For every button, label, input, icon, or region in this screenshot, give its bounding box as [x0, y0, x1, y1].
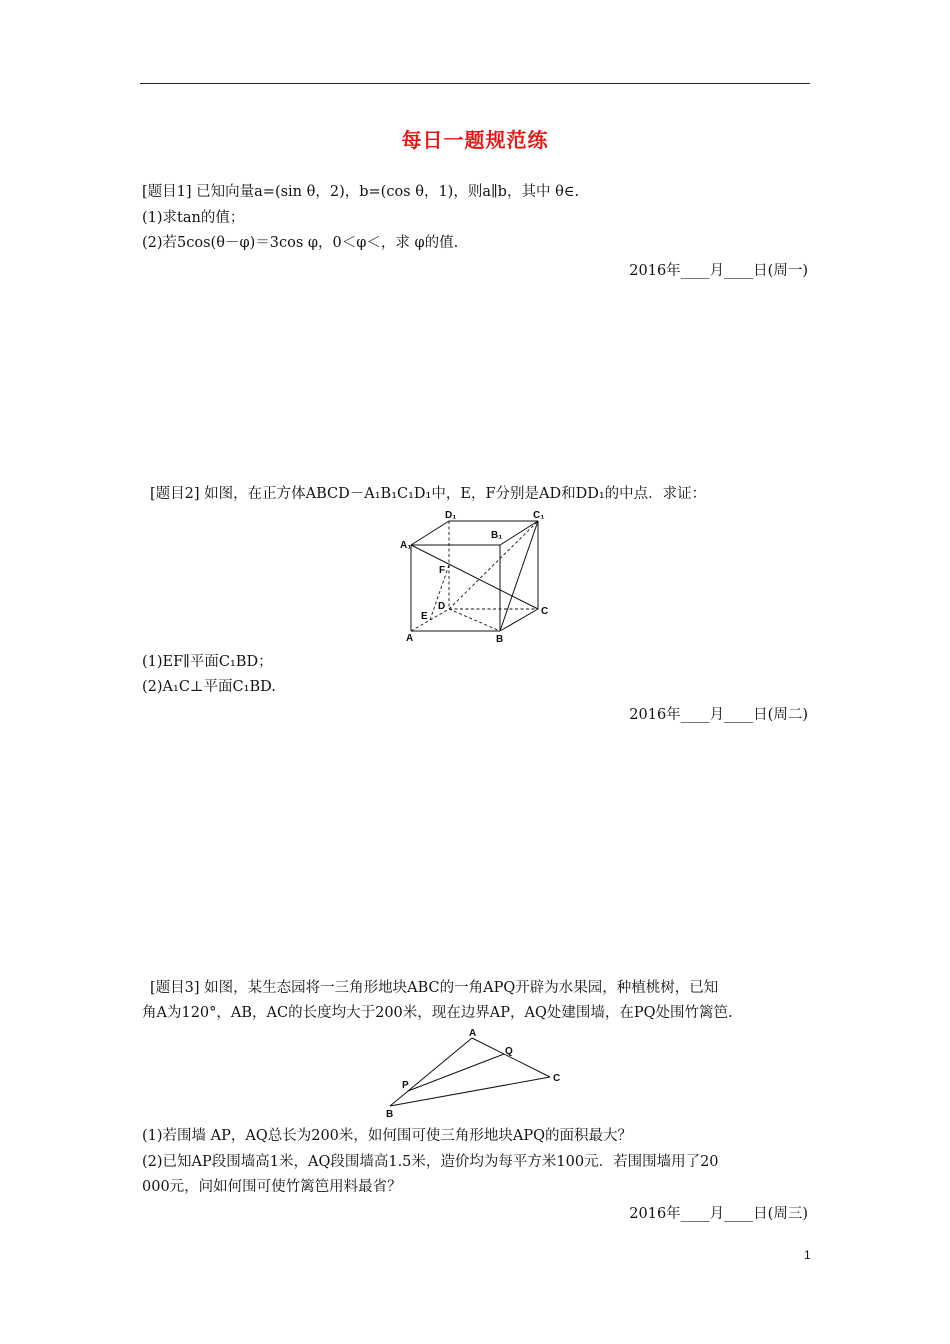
q3-part2-line1: (2)已知AP段围墙高1米，AQ段围墙高1.5米，造价均为每平方米100元．若围围墙用了20	[142, 1154, 719, 1170]
page-title: 每日一题规范练	[401, 128, 549, 152]
label-d: D	[438, 601, 446, 612]
triangle-figure	[380, 1028, 570, 1120]
label-a: A	[406, 633, 414, 644]
edge-a1d1	[411, 521, 449, 545]
page-number: 1	[804, 1248, 811, 1262]
q3-part1: (1)若围墙 AP，AQ总长为200米，如何围可使三角形地块APQ的面积最大？	[142, 1128, 633, 1144]
q2-part2: (2)A₁C⊥平面C₁BD.	[142, 679, 276, 695]
label-d1: D₁	[445, 510, 457, 521]
label-a: A	[469, 1028, 477, 1039]
q2-date: 2016年____月____日(周二)	[629, 707, 808, 723]
cube-figure	[390, 505, 560, 647]
label-c1: C₁	[533, 510, 545, 521]
segment-c1b	[500, 521, 538, 631]
label-p: P	[402, 1080, 409, 1091]
label-b1: B₁	[491, 530, 503, 541]
q3-date: 2016年____月____日(周三)	[629, 1206, 808, 1222]
side-bc	[390, 1077, 550, 1106]
side-ac	[472, 1038, 550, 1077]
label-e: E	[421, 611, 428, 622]
q3-part2-line2: 000元，问如何围可使竹篱笆用料最省？	[142, 1179, 402, 1195]
label-a1: A₁	[400, 540, 412, 551]
label-b: B	[496, 634, 504, 645]
q2-stem: [题目2] 如图，在正方体ABCD－A₁B₁C₁D₁中，E，F分别是AD和DD₁的中点．求证：	[150, 486, 707, 502]
header-rule	[140, 83, 810, 84]
q1-stem: [题目1] 已知向量a=(sin θ，2)，b=(cos θ，1)，则a∥b，其中 θ∈.	[142, 184, 580, 200]
label-c: C	[553, 1073, 561, 1084]
side-ab	[390, 1038, 472, 1106]
q2-part1: (1)EF∥平面C₁BD；	[142, 654, 273, 670]
label-b: B	[386, 1109, 394, 1120]
q3-stem-line1: [题目3] 如图，某生态园将一三角形地块ABC的一角APQ开辟为水果园，种植桃树，已知	[150, 980, 719, 996]
q3-stem-line2: 角A为120°，AB，AC的长度均大于200米，现在边界AP，AQ处建围墙，在PQ处围竹篱笆.	[142, 1005, 733, 1021]
segment-db	[449, 609, 500, 631]
label-c: C	[541, 606, 549, 617]
q1-part2: (2)若5cos(θ－φ)＝3cos φ，0＜φ＜，求 φ的值.	[142, 235, 459, 251]
q1-date: 2016年____月____日(周一)	[629, 263, 808, 279]
q1-part1: (1)求tan的值；	[142, 210, 245, 226]
label-f: F	[439, 565, 446, 576]
segment-pq	[408, 1054, 504, 1091]
edge-b1c1	[500, 521, 538, 545]
edge-bc	[500, 609, 538, 631]
label-q: Q	[505, 1046, 513, 1057]
